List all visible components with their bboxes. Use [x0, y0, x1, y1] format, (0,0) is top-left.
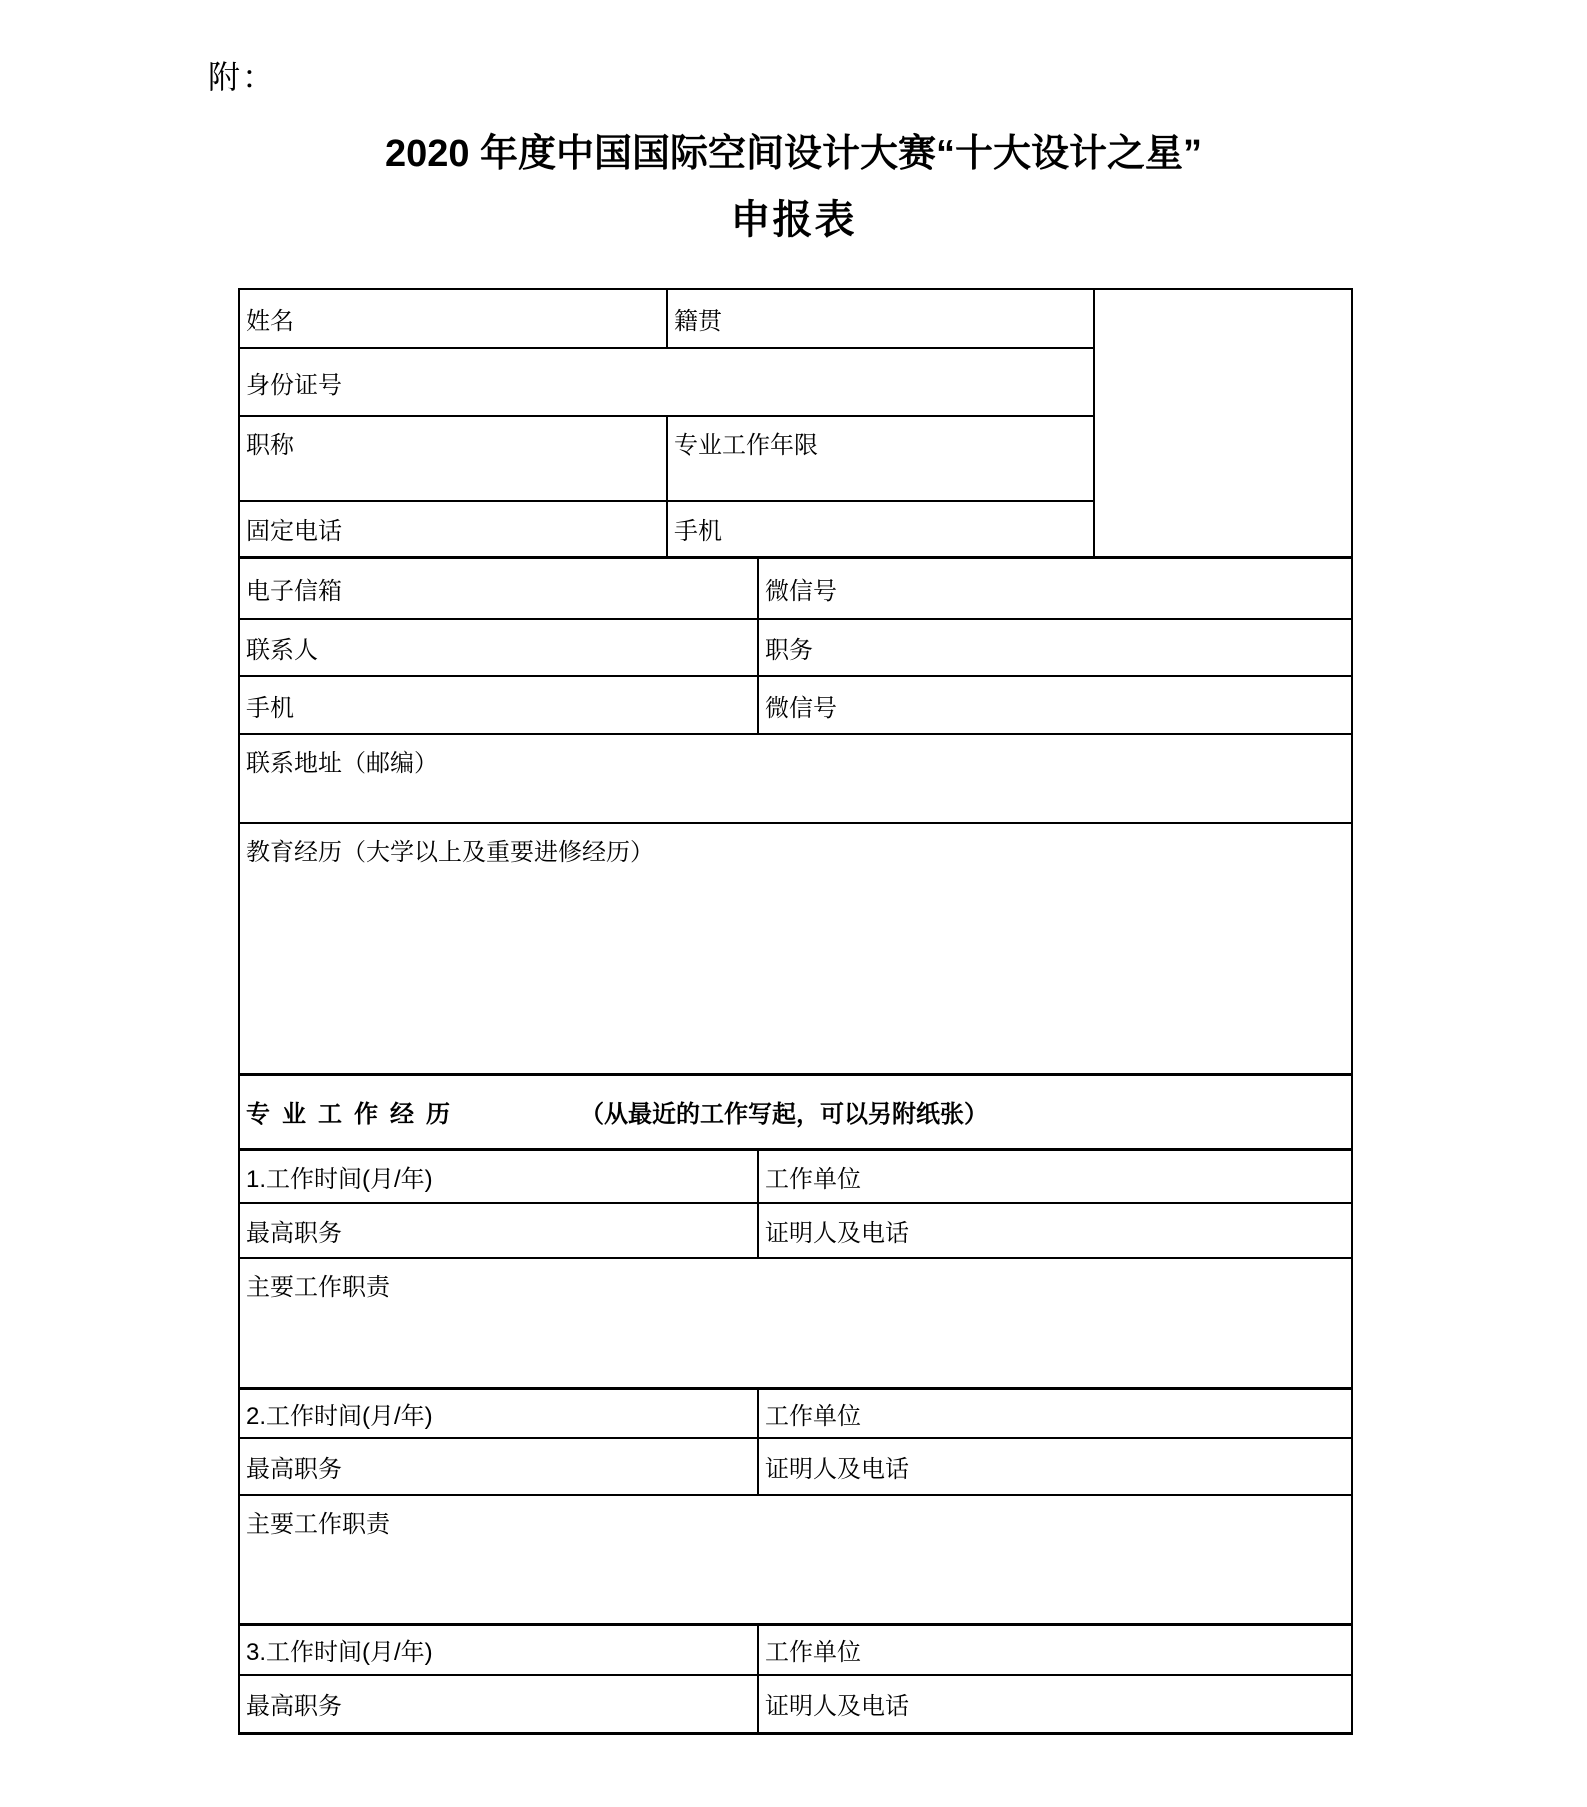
job1-duties-label: 主要工作职责 [239, 1258, 1352, 1388]
row-job1-position-reference [239, 1203, 1352, 1258]
cell-professional-title-label: 职称 [239, 416, 667, 501]
job1-reference-label: 证明人及电话 [758, 1203, 1352, 1258]
row-contact-position [239, 619, 1352, 676]
cell-contact-wechat-label: 微信号 [758, 676, 1352, 734]
job3-reference-label: 证明人及电话 [758, 1675, 1352, 1733]
cell-landline-label: 固定电话 [239, 501, 667, 557]
job2-highest-position-label: 最高职务 [239, 1438, 758, 1495]
cell-native-place-label: 籍贯 [667, 289, 1094, 348]
attachment-label: 附： [208, 59, 277, 95]
job1-employer-label: 工作单位 [758, 1149, 1352, 1203]
job3-highest-position-label: 最高职务 [239, 1675, 758, 1733]
row-name-nativeplace [239, 289, 1352, 348]
cell-address-label: 联系地址（邮编） [239, 734, 1352, 823]
row-work-header [239, 1074, 1352, 1149]
cell-work-header [239, 1074, 1352, 1149]
cell-contact-mobile-label: 手机 [239, 676, 758, 734]
photo-area [1094, 289, 1352, 557]
row-job3-position-reference [239, 1675, 1352, 1733]
page-title: 2020 年度中国国际空间设计大赛“十大设计之星” [384, 133, 1203, 175]
job1-highest-position-label: 最高职务 [239, 1203, 758, 1258]
row-job1-duties [239, 1258, 1352, 1388]
job3-employer-label: 工作单位 [758, 1624, 1352, 1675]
cell-position-label: 职务 [758, 619, 1352, 676]
work-header-title: 专业工作经历 [246, 1101, 462, 1128]
cell-id-number-label: 身份证号 [239, 348, 1094, 416]
row-job1-time-employer [239, 1149, 1352, 1203]
cell-mobile-label: 手机 [667, 501, 1094, 557]
cell-wechat-label: 微信号 [758, 557, 1352, 619]
job2-duties-label: 主要工作职责 [239, 1495, 1352, 1624]
job2-employer-label: 工作单位 [758, 1388, 1352, 1438]
cell-email-label: 电子信箱 [239, 557, 758, 619]
cell-name-label: 姓名 [239, 289, 667, 348]
row-job3-time-employer [239, 1624, 1352, 1675]
application-form-table [238, 288, 1353, 1735]
job2-time-label: 2.工作时间(月/年) [239, 1388, 758, 1438]
row-education [239, 823, 1352, 1074]
job3-time-label: 3.工作时间(月/年) [239, 1624, 758, 1675]
row-job2-position-reference [239, 1438, 1352, 1495]
cell-work-years-label: 专业工作年限 [667, 416, 1094, 501]
row-job2-duties [239, 1495, 1352, 1624]
cell-education-label: 教育经历（大学以上及重要进修经历） [239, 823, 1352, 1074]
page-subtitle: 申报表 [730, 198, 857, 242]
row-email-wechat [239, 557, 1352, 619]
job1-time-label: 1.工作时间(月/年) [239, 1149, 758, 1203]
row-address [239, 734, 1352, 823]
work-header-note: （从最近的工作写起，可以另附纸张） [580, 1101, 988, 1128]
row-contactmobile-wechat [239, 676, 1352, 734]
row-job2-time-employer [239, 1388, 1352, 1438]
job2-reference-label: 证明人及电话 [758, 1438, 1352, 1495]
cell-contact-person-label: 联系人 [239, 619, 758, 676]
